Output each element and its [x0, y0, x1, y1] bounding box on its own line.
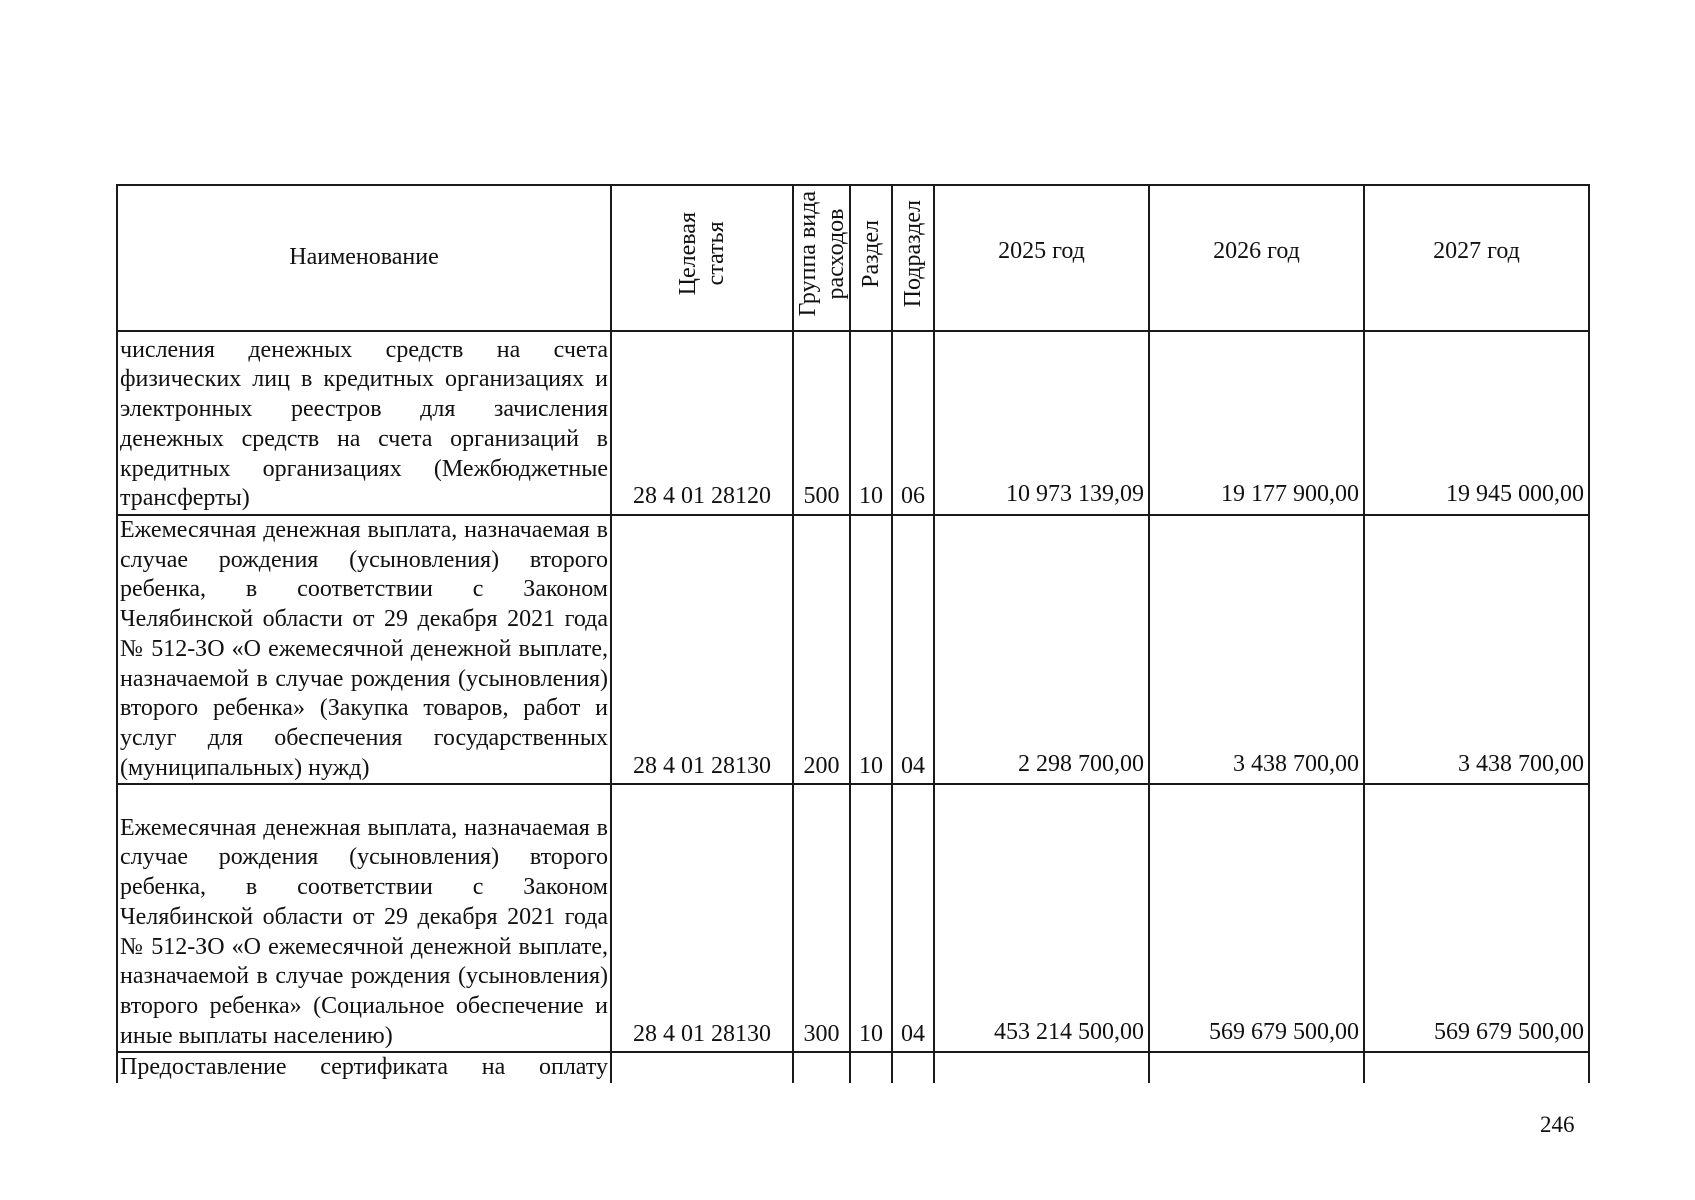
row-expense-group	[793, 1052, 850, 1083]
row-name: Ежемесячная денежная выплата, назначаемая в случае рождения (усыновления) второго ребенка, в соответствии с Законом Челябинской области от 29 декабря 2021 года № 512-ЗО «О ежемесячной денежной выплате, назначаемой в случае рождения (усыновления) второго ребенка» (Социальное обеспечение и иные выплаты населению)	[117, 784, 611, 1052]
row-section: 10	[850, 784, 892, 1052]
row-name: числения денежных средств на счета физических лиц в кредитных организациях и электронных реестров для зачисления денежных средств на счета организаций в кредитных организациях (Межбюджетные трансферты)	[117, 331, 611, 515]
row-name: Ежемесячная денежная выплата, назначаемая в случае рождения (усыновления) второго ребенка, в соответствии с Законом Челябинской области от 29 декабря 2021 года № 512-ЗО «О ежемесячной денежной выплате, назначаемой в случае рождения (усыновления) второго ребенка» (Закупка товаров, работ и услуг для обеспечения государственных (муниципальных) нужд)	[117, 515, 611, 784]
budget-table	[116, 184, 1590, 1083]
row-section: 10	[850, 515, 892, 784]
row-target-article: 28 4 01 28120	[611, 331, 793, 515]
table-row	[117, 784, 1589, 1052]
row-amount-2025: 2 298 700,00	[934, 515, 1149, 784]
row-subsection	[892, 1052, 934, 1083]
header-section-label: Раздел	[858, 219, 884, 288]
header-name-label: Наименование	[289, 244, 439, 271]
header-subsection-label: Подраздел	[900, 199, 926, 308]
header-2027-label: 2027 год	[1433, 238, 1520, 265]
row-name-text: Предоставление сертификата на оплату	[120, 1054, 608, 1081]
table-row	[117, 1052, 1589, 1083]
row-amount-2025	[934, 1052, 1149, 1083]
header-2025-label: 2025 год	[998, 238, 1085, 265]
header-target-article	[611, 185, 793, 331]
header-name	[117, 185, 611, 331]
table-header-row	[117, 185, 1589, 331]
row-subsection: 06	[892, 331, 934, 515]
header-2025	[934, 185, 1149, 331]
row-amount-2025: 10 973 139,09	[934, 331, 1149, 515]
header-subsection	[892, 185, 934, 331]
row-target-article: 28 4 01 28130	[611, 784, 793, 1052]
row-expense-group: 500	[793, 331, 850, 515]
table-row	[117, 515, 1589, 784]
row-name	[117, 1052, 611, 1083]
page-number: 246	[1540, 1112, 1575, 1137]
row-section	[850, 1052, 892, 1083]
row-amount-2027	[1364, 1052, 1589, 1083]
row-amount-2027: 569 679 500,00	[1364, 784, 1589, 1052]
header-2027	[1364, 185, 1589, 331]
table-row	[117, 331, 1589, 515]
row-expense-group: 200	[793, 515, 850, 784]
header-2026-label: 2026 год	[1213, 238, 1300, 265]
row-amount-2025: 453 214 500,00	[934, 784, 1149, 1052]
row-target-article	[611, 1052, 793, 1083]
header-expense-group-label: Группа вида расходов	[795, 190, 849, 317]
row-amount-2027: 19 945 000,00	[1364, 331, 1589, 515]
row-expense-group: 300	[793, 784, 850, 1052]
header-section	[850, 185, 892, 331]
row-amount-2026: 19 177 900,00	[1149, 331, 1364, 515]
row-target-article: 28 4 01 28130	[611, 515, 793, 784]
row-amount-2027: 3 438 700,00	[1364, 515, 1589, 784]
header-target-article-label: Целевая статья	[675, 211, 729, 296]
header-2026	[1149, 185, 1364, 331]
row-subsection: 04	[892, 515, 934, 784]
row-section: 10	[850, 331, 892, 515]
row-amount-2026	[1149, 1052, 1364, 1083]
row-subsection: 04	[892, 784, 934, 1052]
header-expense-group	[793, 185, 850, 331]
row-amount-2026: 569 679 500,00	[1149, 784, 1364, 1052]
row-amount-2026: 3 438 700,00	[1149, 515, 1364, 784]
